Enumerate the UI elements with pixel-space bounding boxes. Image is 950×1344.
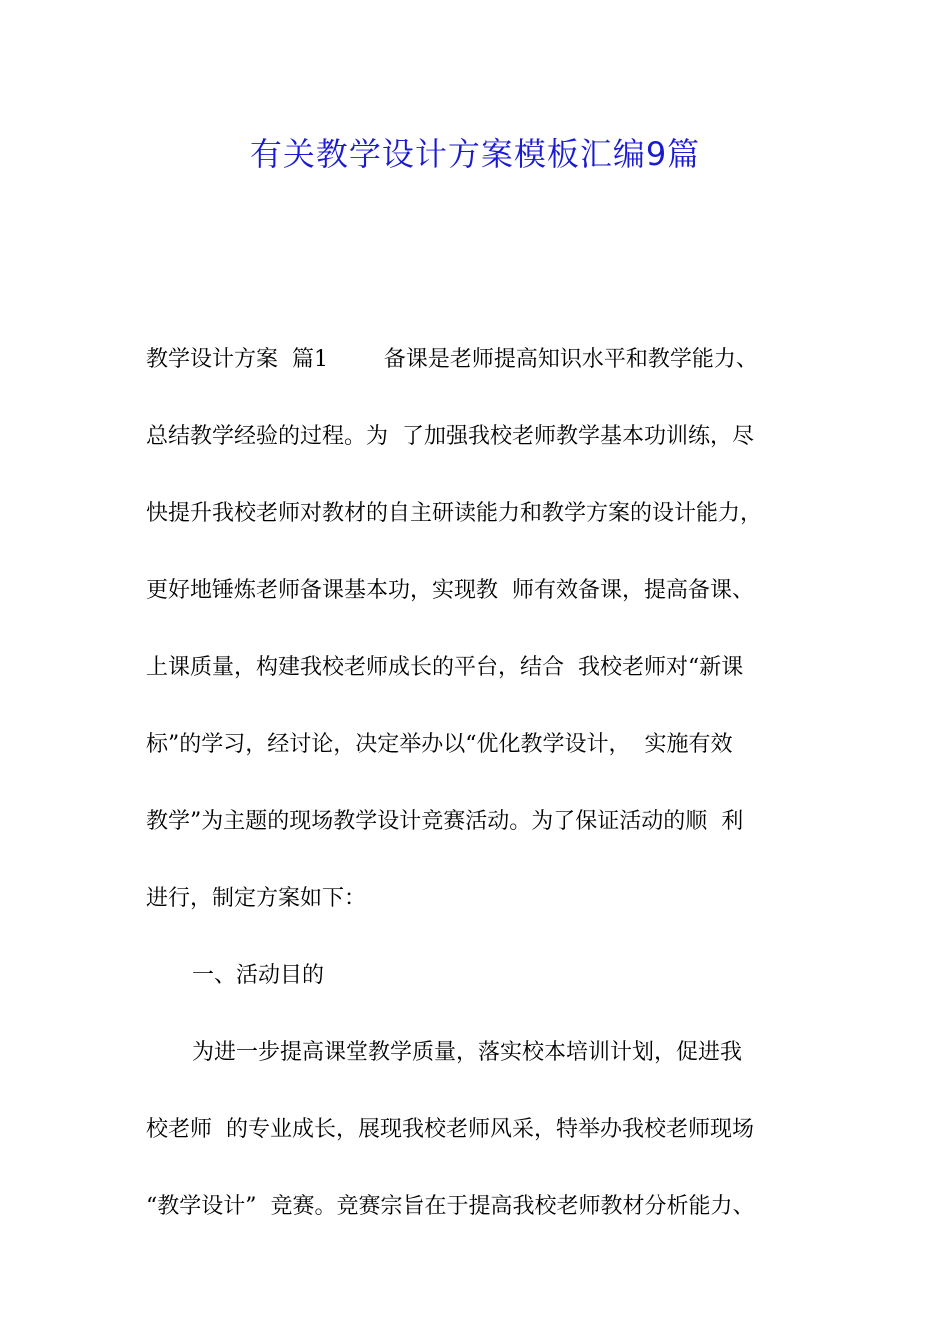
body-line: 教学”为主题的现场教学设计竞赛活动。为了保证活动的顺 利 bbox=[146, 809, 744, 834]
body-line: 更好地锤炼老师备课基本功，实现教 师有效备课，提高备课、 bbox=[146, 578, 754, 603]
body-line: 为进一步提高课堂教学质量，落实校本培训计划，促进我 bbox=[192, 1040, 743, 1065]
body-line: 进行，制定方案如下： bbox=[146, 886, 367, 911]
body-line: 上课质量，构建我校老师成长的平台，结合 我校老师对“新课 bbox=[146, 655, 744, 680]
body-line: 教学设计方案 篇1 备课是老师提高知识水平和教学能力、 bbox=[146, 347, 758, 372]
body-line: 校老师 的专业成长，展现我校老师风采，特举办我校老师现场 bbox=[146, 1117, 754, 1142]
section-heading: 一、活动目的 bbox=[192, 963, 325, 988]
body-line: 总结教学经验的过程。为 了加强我校老师教学基本功训练，尽 bbox=[146, 424, 754, 449]
document-title: 有关教学设计方案模板汇编9篇 bbox=[249, 135, 701, 173]
body-line: 标”的学习，经讨论，决定举办以“优化教学设计， 实施有效 bbox=[146, 732, 733, 757]
body-line: “教学设计” 竞赛。竞赛宗旨在于提高我校老师教材分析能力、 bbox=[146, 1194, 755, 1219]
body-line: 快提升我校老师对教材的自主研读能力和教学方案的设计能力， bbox=[146, 501, 763, 526]
